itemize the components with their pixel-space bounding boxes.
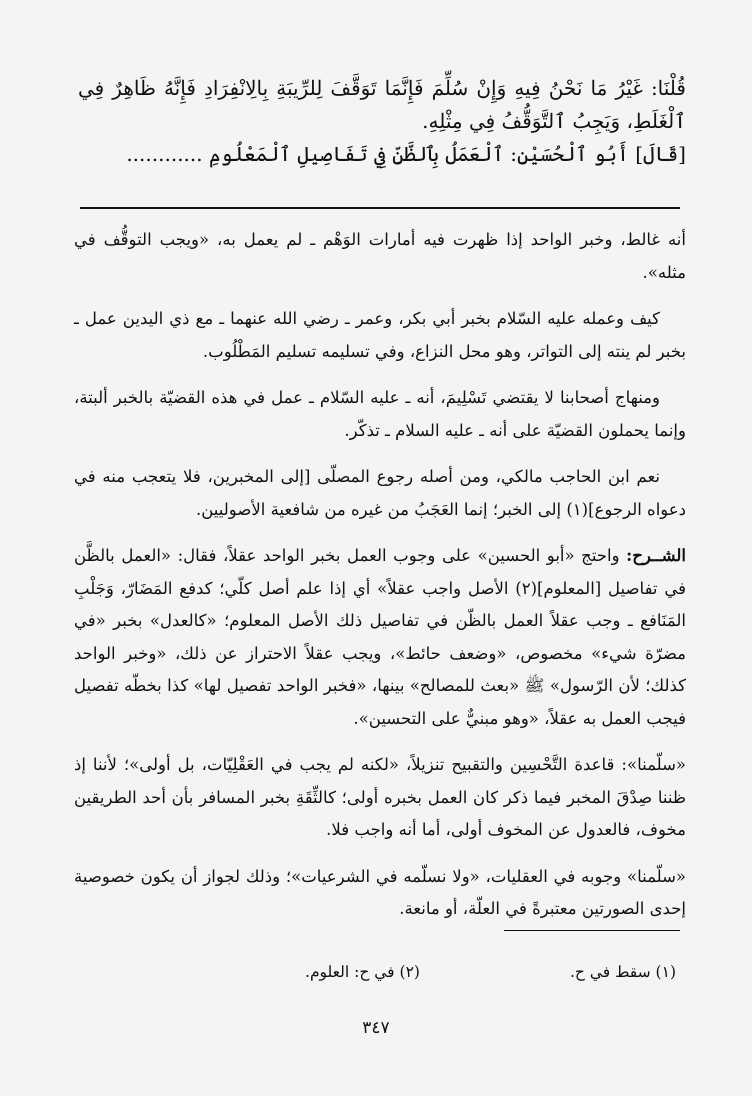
matn-quote: [قَالَ] أَبُو ٱلْحُسَيْنِ: ٱلْعَمَلُ بِٱلظَّنِّ فِي تَفَاصِيلِ ٱلْمَعْلُومِ xyxy=(208,142,686,166)
page-number: ٣٤٧ xyxy=(362,1018,390,1038)
commentary-paragraph: «سلّمنا» وجوبه في العقليات، «ولا نسلّمه في الشرعيات»؛ وذلك لجواز أن يكون خصوصية إحدى الصورتين معتبرةً في العلّة، أو مانعة. xyxy=(74,866,686,918)
footnote: (١) سقط في ح. xyxy=(569,963,676,981)
footnote: (٢) في ح: العلوم. xyxy=(305,963,420,981)
commentary-paragraph: «سلّمنا»: قاعدة التَّحْسِين والتقبيح تنزيلاً، «لكنه لم يجب في العَقْلِيّات، بل أولى»؛ لأننا إذ ظننا صِدْقَ المخبر فيما ذكر كان العمل بخبره أولى؛ كالثِّقَةِ بخبر المسافر بأن أحد الطريقين مخوف، فالعدول عن المخوف أولى، أما أنه واجب فلا. xyxy=(74,755,686,839)
commentary-paragraph xyxy=(74,540,686,735)
commentary-paragraph: كيف وعمله عليه السّلام بخبر أبي بكر، وعمر ـ رضي الله عنهما ـ مع ذي اليدين عمل ـ بخبر لم ينته إلى التواتر، وهو محل النزاع، وفي تسليمه تسليم المَطْلُوب. xyxy=(74,309,686,361)
dot-leader: ............ xyxy=(126,142,203,166)
commentary-paragraph: أنه غالط، وخبر الواحد إذا ظهرت فيه أمارات الوَهْم ـ لم يعمل به، «ويجب التوقُّف في مثله». xyxy=(74,230,686,282)
separator-line xyxy=(80,207,680,209)
footnote-separator xyxy=(504,930,680,931)
commentary-paragraph: ومنهاج أصحابنا لا يقتضي تَسْلِيمَ، أنه ـ عليه السّلام ـ عمل في هذه القضيّة بالخبر ألبتة، وإنما يحملون القضيّة على أنه ـ عليه السلام ـ تذكّر. xyxy=(74,388,686,440)
matn-text xyxy=(78,72,686,171)
commentary-text xyxy=(74,224,686,940)
commentary-heading: الشــرح: xyxy=(626,546,686,565)
commentary-paragraph: نعم ابن الحاجب مالكي، ومن أصله رجوع المصلّى [إلى المخبرين، فلا يتعجب منه في دعواه الرجوع](١) إلى الخبر؛ إنما العَجَبُ من غيره من شافعية الأصوليين. xyxy=(74,467,686,519)
commentary-body: واحتج «أبو الحسين» على وجوب العمل بخبر الواحد عقلاً، فقال: «العمل بالظَّن في تفاصيل [المعلوم](٢) الأصل واجب عقلاً» أي إذا علم أصل كلّي؛ كدفع المَضَارّ، وَجَلْبِ المَنَافع ـ وجب عقلاً العمل بالظّن في تفاصيل ذلك الأصل المعلوم؛ «كالعدل» بخبر «في مضرّة شيء» مخصوص، «وضعف حائط»، ويجب عقلاً الاحتراز عن ذلك، «وخبر الواحد كذلك؛ لأن الرّسول» ﷺ «بعث للمصالح» بينها، «فخبر الواحد تفصيل لها» كذا بخطّه تفصيل فيجب العمل به عقلاً، «وهو مبنيٌّ على التحسين». xyxy=(74,546,686,728)
matn-paragraph xyxy=(78,138,686,171)
footnotes xyxy=(100,960,676,984)
matn-paragraph: قُلْنَا: غَيْرُ مَا نَحْنُ فِيهِ وَإِنْ سُلِّمَ فَإِنَّمَا تَوَقَّفَ لِلرِّيبَةِ بِالِانْفِرَادِ فَإِنَّهُ ظَاهِرٌ فِي ٱلْغَلَطِ، وَيَجِبُ ٱلتَّوَقُّفُ فِي مِثْلِهِ. xyxy=(78,76,686,133)
